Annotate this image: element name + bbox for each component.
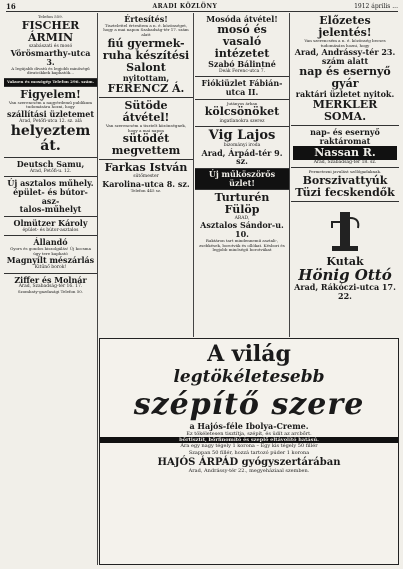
banner-pharmacy: HAJÓS ÁRPÁD gyógyszertárában	[157, 456, 341, 468]
ad-address: Arad, Szabadság-tér 16. 17.	[18, 284, 83, 290]
ad-honig	[291, 202, 399, 303]
ad-ziffer	[4, 274, 97, 297]
ad-title: Sütöde átvétel!	[122, 98, 170, 124]
ad-headline: fiú gyermek-ruha készítési Salont	[102, 36, 190, 74]
ad-name: FISCHER ÁRMIN	[21, 18, 80, 44]
ad-title: Új asztalos műhely.	[7, 177, 94, 188]
banner-line-6: bőrtisztít, bőrfinomító és szeplő eltávolító hatású.	[100, 437, 398, 443]
ad-name: Hönig Ottó	[298, 266, 392, 285]
banner-line-2: legtökéletesebb	[173, 367, 325, 387]
ad-address: Vörösmarthy-utca 3.	[10, 48, 91, 67]
ad-name: Szabó Bálintné	[208, 59, 276, 70]
column-3	[195, 13, 290, 337]
banner-address: Arad, Andrássy-tér 22., megyeháziaal szemben.	[188, 467, 310, 474]
ad-headline: helyeztem át.	[10, 123, 91, 155]
banner-product: a Hajós-féle Ibolya-Creme.	[189, 421, 309, 431]
ad-name: Farkas István	[104, 161, 188, 175]
ad-figyelem	[4, 87, 97, 158]
ad-subtitle: épület- és bútor-asz-	[13, 186, 88, 206]
ad-headline: kölcsönöket	[204, 105, 280, 119]
ad-name: Deutsch Samu,	[16, 158, 85, 169]
ad-address: Arad, Andrássy-tér 23. szám alatt	[294, 47, 396, 67]
ad-title: Előzetes jelentés!	[318, 14, 372, 40]
ad-title: Permetezni javulást szőlőgadaknak.	[308, 169, 382, 175]
ad-address: Asztalos Sándor-u. 10.	[200, 220, 284, 240]
ad-body: A legújabb divatú és legjobb minőségű divatcikkek kaphatók...	[11, 65, 90, 76]
ad-label: Jutányos árban	[226, 100, 258, 106]
ad-subtitle: nyitottam,	[122, 72, 170, 83]
banner-line-1: A világ	[207, 341, 291, 367]
ad-headline: Kutak	[326, 255, 364, 269]
ad-title: Figyelem!	[20, 87, 81, 101]
ad-subtitle: épület- és bútor-asztalos	[22, 227, 79, 233]
ad-subtitle: szabászati és mosó	[28, 43, 73, 49]
ad-phone: Telefon 559.	[37, 14, 63, 19]
ad-fiokuzlet: Fiókiüzlet Fábián-utca II.	[195, 77, 289, 100]
ad-phone: Telefon 445 sz.	[130, 187, 162, 193]
ad-nassan	[291, 126, 399, 168]
ad-allando	[4, 236, 97, 273]
ad-asztalos	[4, 177, 97, 217]
ad-address: Deák Ferenc-utca 7.	[218, 68, 266, 74]
ad-city: ARAD,	[234, 216, 250, 221]
ad-headline: mosó és vasaló intézetet	[214, 22, 270, 60]
ad-banner-ibolya-creme	[99, 338, 399, 565]
banner-line-5: Ez tökéletesen tisztítja, szépít, és üdít az arcbőrt.	[186, 430, 312, 437]
ad-title: Állandó	[33, 237, 68, 248]
ad-subtitle: Tüzi fecskendők	[295, 185, 395, 199]
ad-title: Mosóda átvétel!	[206, 14, 278, 24]
banner-headline: szépítő szere	[133, 387, 365, 422]
ad-vig	[195, 127, 289, 169]
ad-address: Arad, Petőfi-u. 12.	[29, 168, 72, 174]
ad-body: Raktáron tart mindennemű asztali-, zsebkések, borotvák és ollókat. Késbori és legjobb minőségű borotvákat	[199, 237, 285, 253]
water-pump-icon	[328, 206, 362, 252]
page-title: ARADI KÖZLÖNY	[152, 3, 218, 10]
ad-olmutzer	[4, 217, 97, 236]
ad-name: Turturén Fülöp	[214, 190, 270, 216]
ad-body: Gyors és gondos kiszolgálás! Új kocsma úgy tere kapható	[10, 246, 91, 256]
ad-headline: Borszivattyúk	[302, 173, 388, 187]
ad-headline: sütödét megvettem	[111, 132, 181, 158]
ad-subtitle: sütőmester	[133, 174, 159, 180]
ad-mosoda	[195, 13, 289, 77]
ad-line: Kitűnő borok!	[34, 265, 67, 271]
ad-address: Arad, Rákóczi-utca 17. 22.	[294, 282, 396, 302]
ad-subtitle: szállítási üzletemet	[6, 108, 95, 119]
ad-title: nap- és esernyő raktáromat	[310, 127, 380, 146]
page-header	[6, 2, 398, 12]
ad-bar: Vakuen és mosógép Telefon 296. szám.	[4, 79, 97, 87]
banner-line-8: Szappan 50 fillér, hozzá tartozó púder 1 korona	[188, 449, 310, 456]
ad-sutode	[99, 98, 193, 161]
ad-body: Van szerencsém a tisztelt közönségnek, hogy a mai napon	[105, 122, 187, 133]
ad-name: FERENCZ Á.	[107, 81, 185, 95]
ad-line: Magnyílt mészárlás	[6, 255, 95, 266]
ad-borszivattyu	[291, 168, 399, 202]
ad-turturen	[195, 190, 289, 255]
ad-name: Ziffer és Molnár	[14, 274, 87, 285]
ad-merkler	[291, 13, 399, 126]
ad-subtitle: talos-műhelyt	[19, 204, 82, 215]
ad-subtitle: raktári üzletet nyitok.	[295, 89, 395, 100]
ad-name: Nassan R.	[293, 146, 397, 160]
ad-body: Van szerencsém a n. é. közönség becses tudomására hozni, hogy	[304, 38, 386, 48]
ad-deutsch	[4, 158, 97, 177]
ad-subtitle: ingatlanokra szerez	[219, 118, 265, 124]
ad-body: Van szerencsém a nagyérdemű publikum tudomására hozni, hogy	[8, 99, 93, 110]
header-date: 1912 április ...	[354, 3, 398, 10]
ad-kolcson	[195, 100, 289, 127]
ad-ferencz	[99, 13, 193, 98]
ad-subtitle: bizományi iroda	[223, 143, 261, 149]
ad-address: Arad, Petőfi-utca 12. sz. alá	[19, 118, 82, 124]
ad-phone: Szombaty-gazdasági Telefon 50.	[17, 288, 84, 294]
ad-name: Vig Lajos	[208, 127, 276, 143]
ad-mukoszoros: Új műköszörős üzlet!	[195, 169, 289, 190]
ad-address: Arad, Árpád-tér 9. sz.	[201, 147, 283, 167]
column-2	[99, 13, 194, 337]
ad-address: Arad, Szabadság-tér 18. sz.	[313, 159, 377, 165]
ad-headline: nap és esernyő gyár	[299, 64, 391, 91]
ad-farkas	[99, 160, 193, 195]
ad-name: Olmützer Károly	[13, 218, 88, 229]
ad-fischer	[4, 13, 97, 79]
banner-line-7: Ára egy nagy tégely 1 korona – Egy kis tégely 50 fillér	[180, 443, 318, 450]
ad-body: Tisztelettel értesítem a n. é. közönséget, hogy a mai napon Szabadság-tér 17. szám alatt	[103, 22, 189, 37]
ad-title: Értesítés!	[124, 14, 168, 24]
ad-name: MERKLER SOMA.	[312, 97, 378, 124]
column-1	[4, 13, 98, 565]
page-number: 16	[6, 2, 16, 11]
ad-address: Karolina-utca 8. sz.	[102, 178, 190, 189]
